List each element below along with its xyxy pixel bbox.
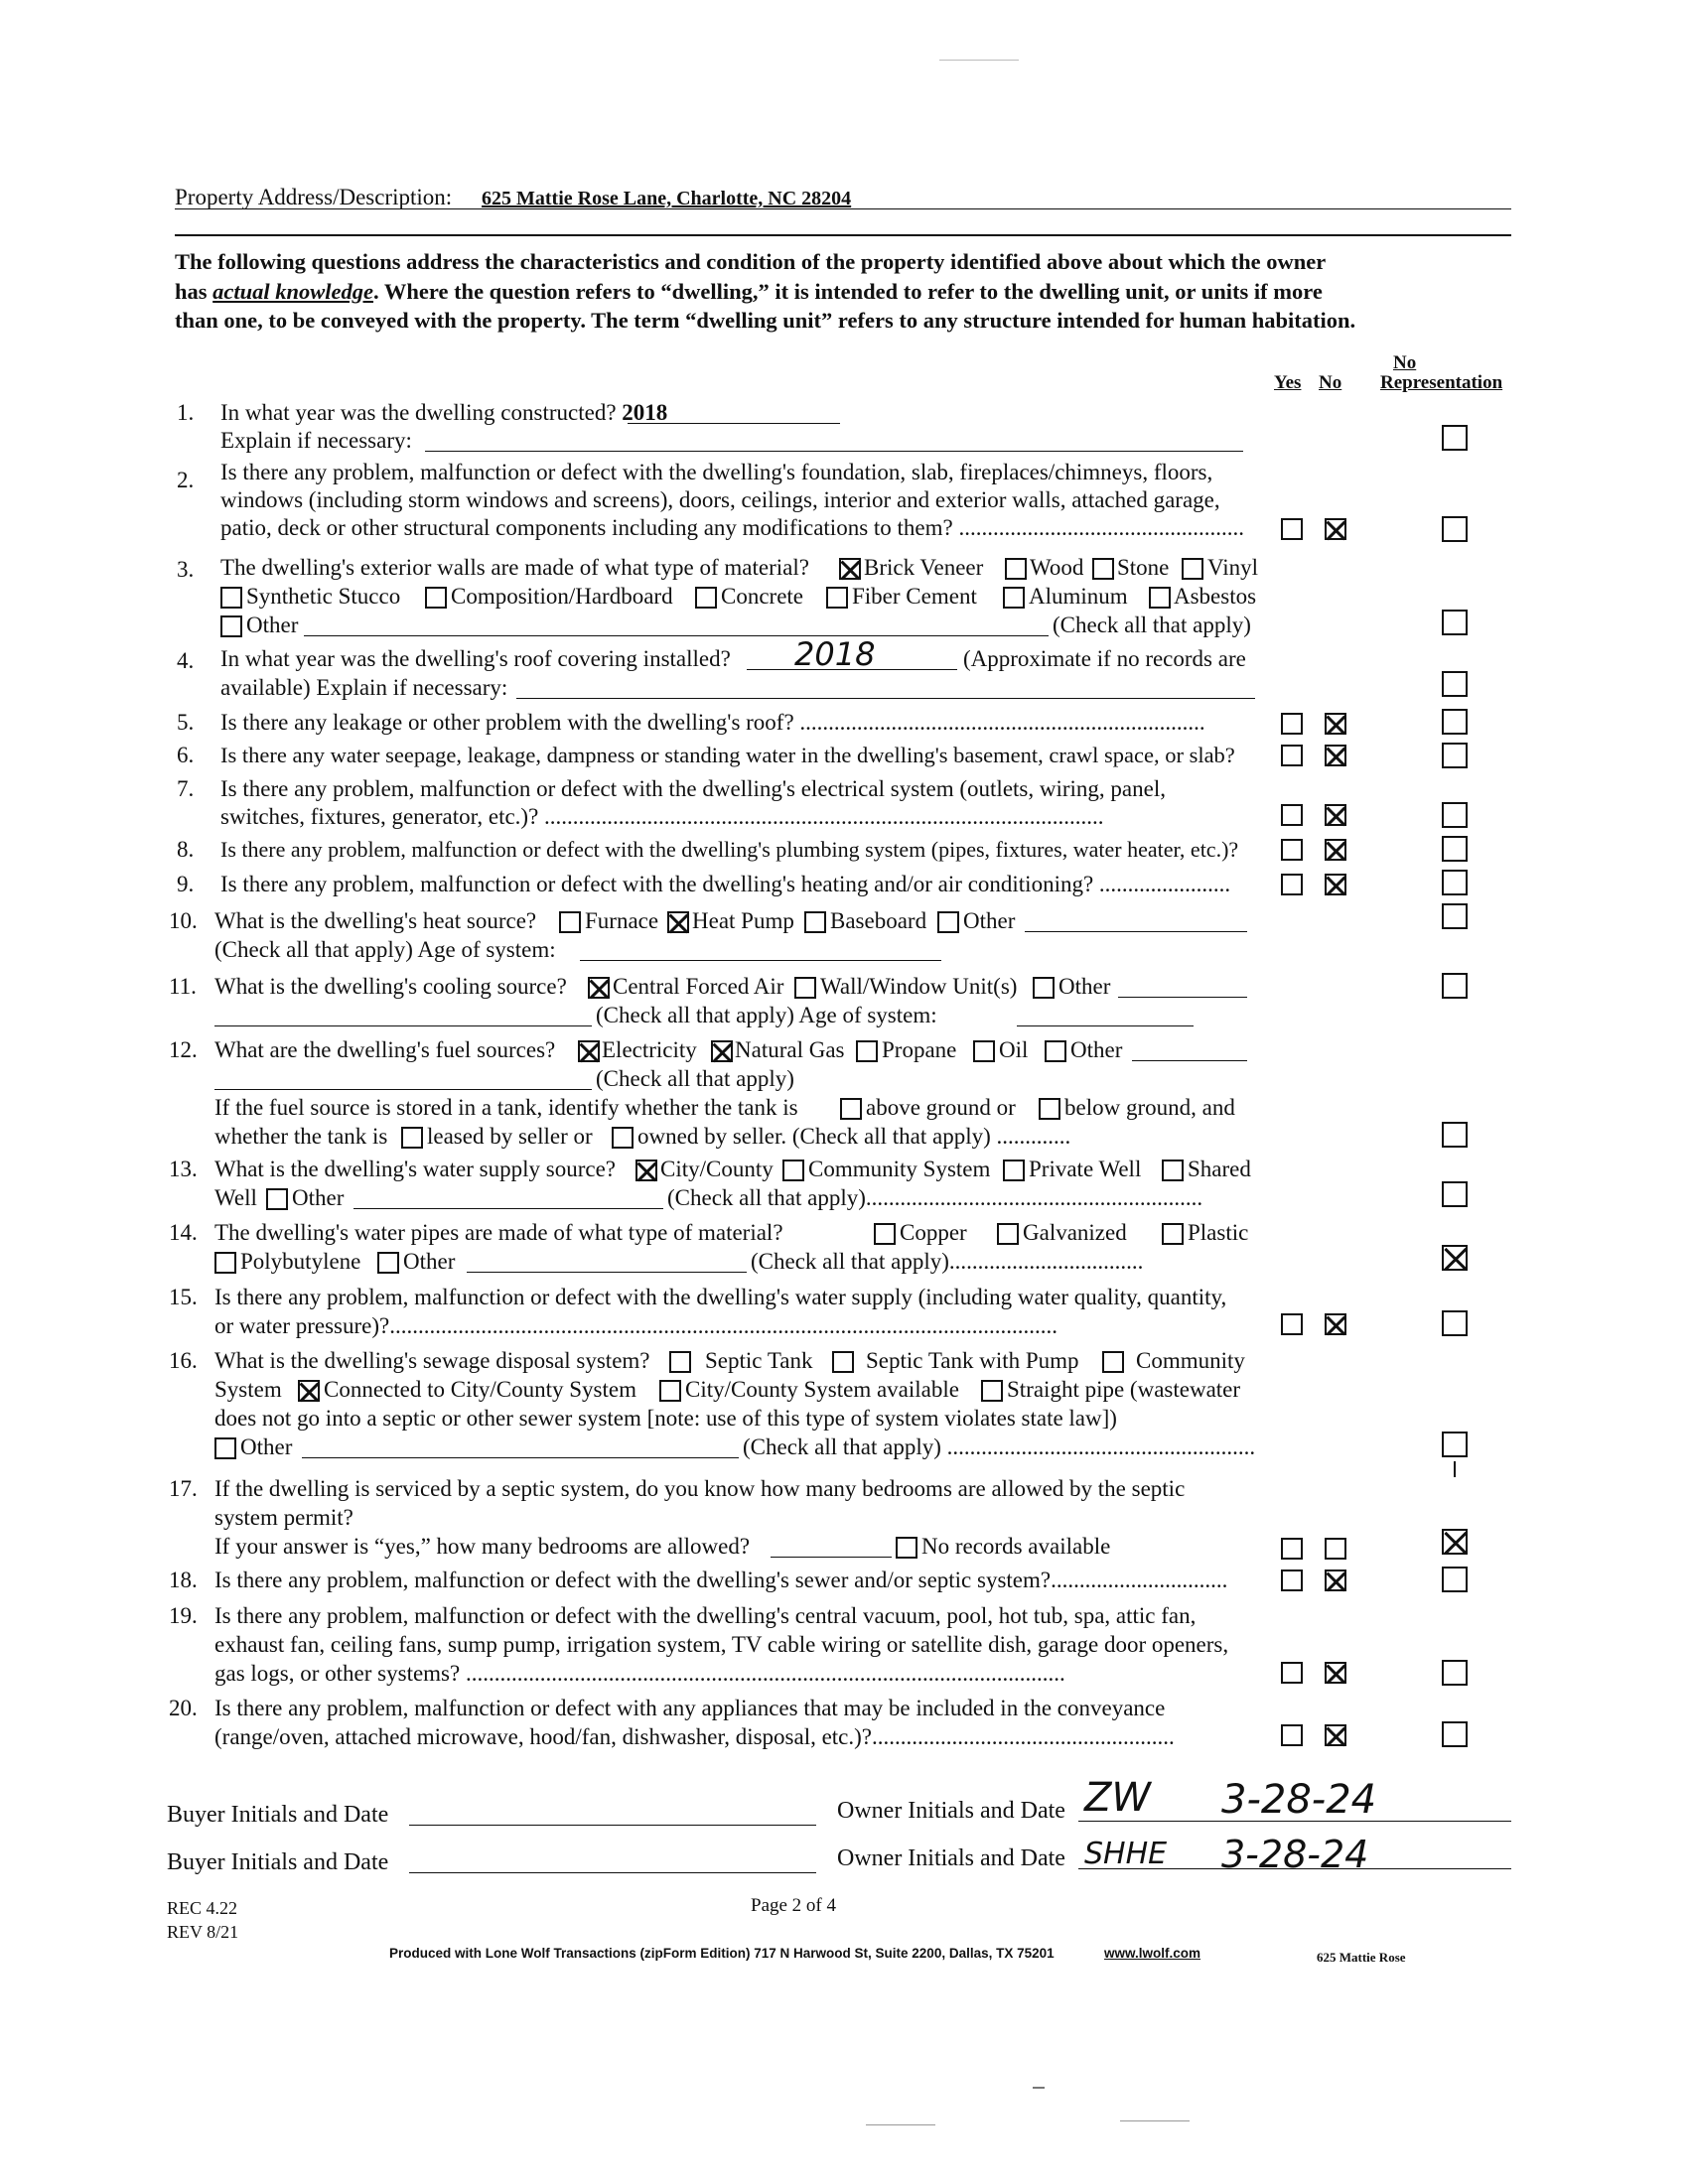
q15-line-2: or water pressure)?..................................................................................................................... bbox=[214, 1313, 1058, 1338]
q12-elec-label: Electricity bbox=[602, 1037, 697, 1062]
q8-no-checkbox[interactable] bbox=[1325, 839, 1346, 861]
q20-line-1: Is there any problem, malfunction or defect with any appliances that may be included in the conveyance bbox=[214, 1696, 1166, 1720]
q7-norep-checkbox[interactable] bbox=[1442, 802, 1468, 828]
q11-wall-label: Wall/Window Unit(s) bbox=[820, 974, 1018, 999]
rec-code: REC 4.22 bbox=[167, 1898, 238, 1918]
col-yes: Yes bbox=[1274, 372, 1302, 393]
q14-other-checkbox[interactable] bbox=[377, 1252, 399, 1274]
q2-line-3: patio, deck or other structural components including any modifications to them? .................................................. bbox=[220, 515, 1244, 540]
q3-wood-checkbox[interactable] bbox=[1005, 558, 1027, 580]
q17-yes-checkbox[interactable] bbox=[1281, 1538, 1303, 1560]
q12-number: 12. bbox=[169, 1037, 198, 1062]
q1-explain-line bbox=[425, 451, 1243, 452]
q12-question: What are the dwelling's fuel sources? bbox=[214, 1037, 556, 1062]
q1-text bbox=[220, 399, 667, 427]
scan-speck bbox=[939, 60, 1019, 61]
intro-line-2 bbox=[175, 278, 1323, 306]
owner-date-2: 3-28-24 bbox=[1221, 1833, 1369, 1876]
q3-stone-checkbox[interactable] bbox=[1092, 558, 1114, 580]
q1-year: 2018 bbox=[622, 400, 668, 425]
q6-yes-checkbox[interactable] bbox=[1281, 745, 1303, 766]
intro-rest: . Where the question refers to “dwelling,” it is intended to refer to the dwelling unit, or units if more bbox=[373, 279, 1323, 304]
scan-speck bbox=[1120, 2120, 1190, 2121]
q4-explain-line bbox=[516, 698, 1255, 699]
q12-propane-checkbox[interactable] bbox=[856, 1040, 878, 1062]
q13-city-label: City/County bbox=[660, 1157, 774, 1181]
q12-other-line bbox=[1132, 1060, 1247, 1061]
q9-no-checkbox[interactable] bbox=[1325, 874, 1346, 895]
q3-comp-label: Composition/Hardboard bbox=[451, 584, 673, 609]
q10-number: 10. bbox=[169, 908, 198, 933]
q8-number: 8. bbox=[177, 837, 195, 862]
q14-plastic-label: Plastic bbox=[1188, 1220, 1249, 1245]
q12-owned-label: owned by seller. (Check all that apply) ............. bbox=[637, 1124, 1071, 1149]
q10-heatpump-checkbox[interactable] bbox=[667, 911, 689, 933]
q14-plastic-checkbox[interactable] bbox=[1162, 1223, 1184, 1245]
q6-number: 6. bbox=[177, 743, 195, 767]
q3-asb-checkbox[interactable] bbox=[1149, 587, 1171, 609]
q3-asb-label: Asbestos bbox=[1174, 584, 1257, 609]
q16-norep-mark bbox=[1454, 1461, 1456, 1477]
q3-synth-checkbox[interactable] bbox=[220, 587, 242, 609]
intro-has: has bbox=[175, 279, 213, 304]
q10-age: (Check all that apply) Age of system: bbox=[214, 937, 556, 962]
q14-number: 14. bbox=[169, 1220, 198, 1245]
q17-line-3: If your answer is “yes,” how many bedrooms are allowed? bbox=[214, 1534, 751, 1559]
q11-other-checkbox[interactable] bbox=[1033, 977, 1055, 999]
q3-wood-label: Wood bbox=[1030, 555, 1084, 580]
q16-question: What is the dwelling's sewage disposal system? bbox=[214, 1348, 650, 1373]
owner-initials-2-label: Owner Initials and Date bbox=[837, 1845, 1065, 1871]
q18-text: Is there any problem, malfunction or defect with the dwelling's sewer and/or septic system?............................... bbox=[214, 1568, 1228, 1592]
q13-comm-label: Community System bbox=[808, 1157, 991, 1181]
q3-other-label: Other bbox=[246, 613, 299, 637]
q10-age-line bbox=[580, 960, 941, 961]
q16-straight-label: Straight pipe (wastewater bbox=[1007, 1377, 1241, 1402]
q7-yes-checkbox[interactable] bbox=[1281, 804, 1303, 826]
q2-number: 2. bbox=[177, 468, 195, 492]
q5-no-checkbox[interactable] bbox=[1325, 713, 1346, 735]
q16-norep-checkbox[interactable] bbox=[1442, 1432, 1468, 1457]
q13-check: (Check all that apply)........................................................... bbox=[667, 1185, 1203, 1210]
q12-gas-checkbox[interactable] bbox=[711, 1040, 733, 1062]
q19-number: 19. bbox=[169, 1603, 198, 1628]
q12-oil-checkbox[interactable] bbox=[973, 1040, 995, 1062]
page-number: Page 2 of 4 bbox=[751, 1895, 837, 1916]
q17-bedrooms-line bbox=[771, 1557, 892, 1558]
q12-below-checkbox[interactable] bbox=[1039, 1098, 1060, 1120]
q20-yes-checkbox[interactable] bbox=[1281, 1724, 1303, 1746]
q12-leased-label: leased by seller or bbox=[427, 1124, 593, 1149]
owner-initials-2: SHHE bbox=[1084, 1837, 1168, 1871]
q3-fiber-checkbox[interactable] bbox=[826, 587, 848, 609]
q1-question: In what year was the dwelling constructed? bbox=[220, 400, 617, 425]
q16-septicpump-checkbox[interactable] bbox=[832, 1351, 854, 1373]
q15-line-1: Is there any problem, malfunction or defect with the dwelling's water supply (including water quality, quantity, bbox=[214, 1285, 1227, 1309]
q14-poly-label: Polybutylene bbox=[240, 1249, 361, 1274]
q6-norep-checkbox[interactable] bbox=[1442, 743, 1468, 768]
q18-yes-checkbox[interactable] bbox=[1281, 1570, 1303, 1591]
q11-age-line bbox=[1017, 1025, 1194, 1026]
rev-code: REV 8/21 bbox=[167, 1922, 239, 1942]
col-no: No bbox=[1319, 372, 1342, 393]
owner-initials-1: ZW bbox=[1084, 1775, 1151, 1821]
q9-norep-checkbox[interactable] bbox=[1442, 870, 1468, 895]
col-no-rep-1: No bbox=[1393, 352, 1417, 373]
q16-septicpump-label: Septic Tank with Pump bbox=[866, 1348, 1079, 1373]
q10-furnace-checkbox[interactable] bbox=[559, 911, 581, 933]
q17-norep-checkbox[interactable] bbox=[1442, 1529, 1468, 1555]
q4-number: 4. bbox=[177, 648, 195, 673]
q7-number: 7. bbox=[177, 776, 195, 801]
q3-norep-checkbox[interactable] bbox=[1442, 610, 1468, 635]
q14-copper-label: Copper bbox=[900, 1220, 967, 1245]
q1-explain: Explain if necessary: bbox=[220, 428, 412, 453]
q10-other-checkbox[interactable] bbox=[937, 911, 959, 933]
q15-no-checkbox[interactable] bbox=[1325, 1313, 1346, 1335]
q8-norep-checkbox[interactable] bbox=[1442, 836, 1468, 862]
q18-no-checkbox[interactable] bbox=[1325, 1570, 1346, 1591]
q12-tank-line-1: If the fuel source is stored in a tank, identify whether the tank is bbox=[214, 1095, 798, 1120]
q7-line-1: Is there any problem, malfunction or defect with the dwelling's electrical system (outlets, wiring, panel, bbox=[220, 776, 1166, 801]
q2-norep-checkbox[interactable] bbox=[1442, 516, 1468, 542]
q4-explain: available) Explain if necessary: bbox=[220, 675, 508, 700]
q19-norep-checkbox[interactable] bbox=[1442, 1660, 1468, 1686]
q14-question: The dwelling's water pipes are made of what type of material? bbox=[214, 1220, 783, 1245]
q12-other-label: Other bbox=[1070, 1037, 1123, 1062]
intro-line-1: The following questions address the characteristics and condition of the property identified above about which the owner bbox=[175, 249, 1327, 274]
produced-with: Produced with Lone Wolf Transactions (zipForm Edition) 717 N Harwood St, Suite 2200, Dallas, TX 75201 bbox=[389, 1946, 1055, 1961]
q3-other-checkbox[interactable] bbox=[220, 615, 242, 637]
q16-septic-label: Septic Tank bbox=[705, 1348, 813, 1373]
q10-norep-checkbox[interactable] bbox=[1442, 903, 1468, 929]
q15-norep-checkbox[interactable] bbox=[1442, 1310, 1468, 1336]
q6-text: Is there any water seepage, leakage, dampness or standing water in the dwelling's basement, crawl space, or slab? bbox=[220, 743, 1235, 767]
q1-year-line bbox=[628, 423, 840, 424]
q16-check: (Check all that apply) ...................................................... bbox=[743, 1434, 1256, 1459]
scan-speck bbox=[866, 2124, 935, 2125]
q18-number: 18. bbox=[169, 1568, 198, 1592]
q3-concrete-checkbox[interactable] bbox=[695, 587, 717, 609]
buyer-initials-1-line[interactable] bbox=[409, 1825, 816, 1826]
q16-note: does not go into a septic or other sewer system [note: use of this type of system violates state law]) bbox=[214, 1406, 1117, 1431]
q9-text: Is there any problem, malfunction or defect with the dwelling's heating and/or air conditioning? ....................... bbox=[220, 872, 1231, 896]
q16-avail-label: City/County System available bbox=[685, 1377, 959, 1402]
q20-norep-checkbox[interactable] bbox=[1442, 1721, 1468, 1747]
q12-other-checkbox[interactable] bbox=[1045, 1040, 1066, 1062]
q12-elec-checkbox[interactable] bbox=[578, 1040, 600, 1062]
q3-vinyl-label: Vinyl bbox=[1207, 555, 1259, 580]
q13-question: What is the dwelling's water supply source? bbox=[214, 1157, 616, 1181]
q3-other-line bbox=[304, 635, 1049, 636]
q15-yes-checkbox[interactable] bbox=[1281, 1313, 1303, 1335]
q1-norep-checkbox[interactable] bbox=[1442, 425, 1468, 451]
q2-line-1: Is there any problem, malfunction or defect with the dwelling's foundation, slab, fireplaces/chimneys, floors, bbox=[220, 460, 1213, 484]
q3-fiber-label: Fiber Cement bbox=[852, 584, 977, 609]
q2-line-2: windows (including storm windows and screens), doors, ceilings, interior and exterior walls, attached garage, bbox=[220, 487, 1220, 512]
q20-no-checkbox[interactable] bbox=[1325, 1724, 1346, 1746]
q16-comm-checkbox[interactable] bbox=[1102, 1351, 1124, 1373]
q14-other-label: Other bbox=[403, 1249, 456, 1274]
q19-no-checkbox[interactable] bbox=[1325, 1662, 1346, 1684]
q13-priv-label: Private Well bbox=[1029, 1157, 1142, 1181]
q9-yes-checkbox[interactable] bbox=[1281, 874, 1303, 895]
q11-check-line bbox=[214, 1025, 592, 1026]
q12-above-label: above ground or bbox=[866, 1095, 1016, 1120]
q12-propane-label: Propane bbox=[882, 1037, 957, 1062]
q5-text: Is there any leakage or other problem with the dwelling's roof? ....................................................................... bbox=[220, 710, 1205, 735]
scan-speck bbox=[1033, 2087, 1045, 2089]
q12-above-checkbox[interactable] bbox=[840, 1098, 862, 1120]
lwolf-url[interactable]: www.lwolf.com bbox=[1104, 1946, 1201, 1961]
q17-norecords-checkbox[interactable] bbox=[896, 1537, 917, 1559]
q12-below-label: below ground, and bbox=[1064, 1095, 1235, 1120]
q4-year-handwritten: 2018 bbox=[794, 635, 876, 673]
q13-other-checkbox[interactable] bbox=[266, 1188, 288, 1210]
q13-other-label: Other bbox=[292, 1185, 345, 1210]
q3-brick-label: Brick Veneer bbox=[864, 555, 984, 580]
q11-other-label: Other bbox=[1058, 974, 1111, 999]
q4-norep-checkbox[interactable] bbox=[1442, 671, 1468, 697]
q19-line-2: exhaust fan, ceiling fans, sump pump, irrigation system, TV cable wiring or satellite dish, garage door openers, bbox=[214, 1632, 1229, 1657]
q8-text: Is there any problem, malfunction or defect with the dwelling's plumbing system (pipes, fixtures, water heater, etc.)? bbox=[220, 837, 1239, 862]
q14-norep-checkbox[interactable] bbox=[1442, 1245, 1468, 1271]
q3-alum-checkbox[interactable] bbox=[1003, 587, 1025, 609]
q16-connected-checkbox[interactable] bbox=[298, 1380, 320, 1402]
q7-no-checkbox[interactable] bbox=[1325, 804, 1346, 826]
address-label: Property Address/Description: bbox=[175, 185, 453, 209]
q13-comm-checkbox[interactable] bbox=[782, 1160, 804, 1181]
q16-straight-checkbox[interactable] bbox=[981, 1380, 1003, 1402]
q13-well-label: Well bbox=[214, 1185, 257, 1210]
q13-city-checkbox[interactable] bbox=[635, 1160, 657, 1181]
q14-galv-checkbox[interactable] bbox=[997, 1223, 1019, 1245]
actual-knowledge: actual knowledge bbox=[212, 279, 374, 304]
q12-norep-checkbox[interactable] bbox=[1442, 1122, 1468, 1148]
q16-other-label: Other bbox=[240, 1434, 293, 1459]
q14-copper-checkbox[interactable] bbox=[874, 1223, 896, 1245]
q19-line-3: gas logs, or other systems? ......................................................................................................... bbox=[214, 1661, 1065, 1686]
q3-alum-label: Aluminum bbox=[1029, 584, 1128, 609]
q5-number: 5. bbox=[177, 710, 195, 735]
q13-number: 13. bbox=[169, 1157, 198, 1181]
q11-other-line bbox=[1118, 997, 1247, 998]
q4-question: In what year was the dwelling's roof covering installed? bbox=[220, 646, 731, 671]
q13-shared-label: Shared bbox=[1188, 1157, 1251, 1181]
q10-other-label: Other bbox=[963, 908, 1016, 933]
q3-brick-checkbox[interactable] bbox=[839, 558, 861, 580]
q13-norep-checkbox[interactable] bbox=[1442, 1181, 1468, 1207]
q19-yes-checkbox[interactable] bbox=[1281, 1662, 1303, 1684]
q14-other-line bbox=[467, 1272, 747, 1273]
q17-line-2: system permit? bbox=[214, 1505, 353, 1530]
q8-yes-checkbox[interactable] bbox=[1281, 839, 1303, 861]
q10-other-line bbox=[1025, 931, 1247, 932]
q1-number: 1. bbox=[177, 400, 195, 425]
q5-yes-checkbox[interactable] bbox=[1281, 713, 1303, 735]
q16-septic-checkbox[interactable] bbox=[669, 1351, 691, 1373]
q3-number: 3. bbox=[177, 557, 195, 582]
q17-line-1: If the dwelling is serviced by a septic system, do you know how many bedrooms are allowed by the septic bbox=[214, 1476, 1186, 1501]
q12-gas-label: Natural Gas bbox=[735, 1037, 845, 1062]
q11-norep-checkbox[interactable] bbox=[1442, 973, 1468, 999]
q12-check: (Check all that apply) bbox=[596, 1066, 794, 1091]
q13-shared-checkbox[interactable] bbox=[1162, 1160, 1184, 1181]
q3-concrete-label: Concrete bbox=[721, 584, 804, 609]
header-rule bbox=[175, 234, 1511, 236]
q16-system-label: System bbox=[214, 1377, 282, 1402]
q18-norep-checkbox[interactable] bbox=[1442, 1567, 1468, 1592]
col-no-rep-2: Representation bbox=[1380, 372, 1503, 393]
buyer-initials-2-label: Buyer Initials and Date bbox=[167, 1849, 389, 1875]
q6-no-checkbox[interactable] bbox=[1325, 745, 1346, 766]
q11-question: What is the dwelling's cooling source? bbox=[214, 974, 567, 999]
q19-line-1: Is there any problem, malfunction or defect with the dwelling's central vacuum, pool, hot tub, spa, attic fan, bbox=[214, 1603, 1197, 1628]
q3-stone-label: Stone bbox=[1117, 555, 1170, 580]
owner-date-1: 3-28-24 bbox=[1221, 1777, 1377, 1823]
q3-question: The dwelling's exterior walls are made of what type of material? bbox=[220, 555, 809, 580]
q5-norep-checkbox[interactable] bbox=[1442, 709, 1468, 735]
q10-furnace-label: Furnace bbox=[585, 908, 659, 933]
intro-line-3: than one, to be conveyed with the property. The term “dwelling unit” refers to any structure intended for human habitation. bbox=[175, 308, 1356, 333]
buyer-initials-1-label: Buyer Initials and Date bbox=[167, 1802, 389, 1828]
q4-approx: (Approximate if no records are bbox=[963, 646, 1246, 671]
address-value: 625 Mattie Rose Lane, Charlotte, NC 28204 bbox=[482, 188, 852, 209]
q2-no-checkbox[interactable] bbox=[1325, 518, 1346, 540]
q16-avail-checkbox[interactable] bbox=[659, 1380, 681, 1402]
q16-other-line bbox=[302, 1457, 739, 1458]
q3-check-all: (Check all that apply) bbox=[1053, 613, 1251, 637]
file-name: 625 Mattie Rose bbox=[1317, 1950, 1406, 1965]
q11-central-label: Central Forced Air bbox=[613, 974, 784, 999]
q10-baseboard-label: Baseboard bbox=[830, 908, 927, 933]
q10-baseboard-checkbox[interactable] bbox=[804, 911, 826, 933]
q3-vinyl-checkbox[interactable] bbox=[1182, 558, 1203, 580]
q12-owned-checkbox[interactable] bbox=[612, 1127, 634, 1149]
q15-number: 15. bbox=[169, 1285, 198, 1309]
q2-yes-checkbox[interactable] bbox=[1281, 518, 1303, 540]
q14-galv-label: Galvanized bbox=[1023, 1220, 1127, 1245]
q17-no-checkbox[interactable] bbox=[1325, 1538, 1346, 1560]
q12-tank-line-2: whether the tank is bbox=[214, 1124, 388, 1149]
owner-initials-1-label: Owner Initials and Date bbox=[837, 1798, 1065, 1824]
q20-line-2: (range/oven, attached microwave, hood/fan, dishwasher, disposal, etc.)?..................................................... bbox=[214, 1724, 1175, 1749]
q7-line-2: switches, fixtures, generator, etc.)? .................................................................................................. bbox=[220, 804, 1104, 829]
q16-comm-label: Community bbox=[1136, 1348, 1245, 1373]
q16-connected-label: Connected to City/County System bbox=[324, 1377, 636, 1402]
q14-check: (Check all that apply).................................. bbox=[751, 1249, 1144, 1274]
address-underline bbox=[175, 208, 1511, 209]
q11-wall-checkbox[interactable] bbox=[794, 977, 816, 999]
q12-check-line bbox=[214, 1089, 592, 1090]
q10-question: What is the dwelling's heat source? bbox=[214, 908, 537, 933]
q11-central-checkbox[interactable] bbox=[588, 977, 610, 999]
q11-age: (Check all that apply) Age of system: bbox=[596, 1003, 937, 1027]
q10-heatpump-label: Heat Pump bbox=[692, 908, 794, 933]
q16-number: 16. bbox=[169, 1348, 198, 1373]
q17-number: 17. bbox=[169, 1476, 198, 1501]
q12-leased-checkbox[interactable] bbox=[401, 1127, 423, 1149]
q17-norecords-label: No records available bbox=[921, 1534, 1111, 1559]
q13-other-line bbox=[353, 1208, 663, 1209]
q16-other-checkbox[interactable] bbox=[214, 1437, 236, 1459]
q13-priv-checkbox[interactable] bbox=[1003, 1160, 1025, 1181]
q12-oil-label: Oil bbox=[999, 1037, 1029, 1062]
q3-comp-checkbox[interactable] bbox=[425, 587, 447, 609]
q11-number: 11. bbox=[169, 974, 197, 999]
q14-poly-checkbox[interactable] bbox=[214, 1252, 236, 1274]
q9-number: 9. bbox=[177, 872, 195, 896]
q3-synth-label: Synthetic Stucco bbox=[246, 584, 401, 609]
buyer-initials-2-line[interactable] bbox=[409, 1872, 816, 1873]
q20-number: 20. bbox=[169, 1696, 198, 1720]
